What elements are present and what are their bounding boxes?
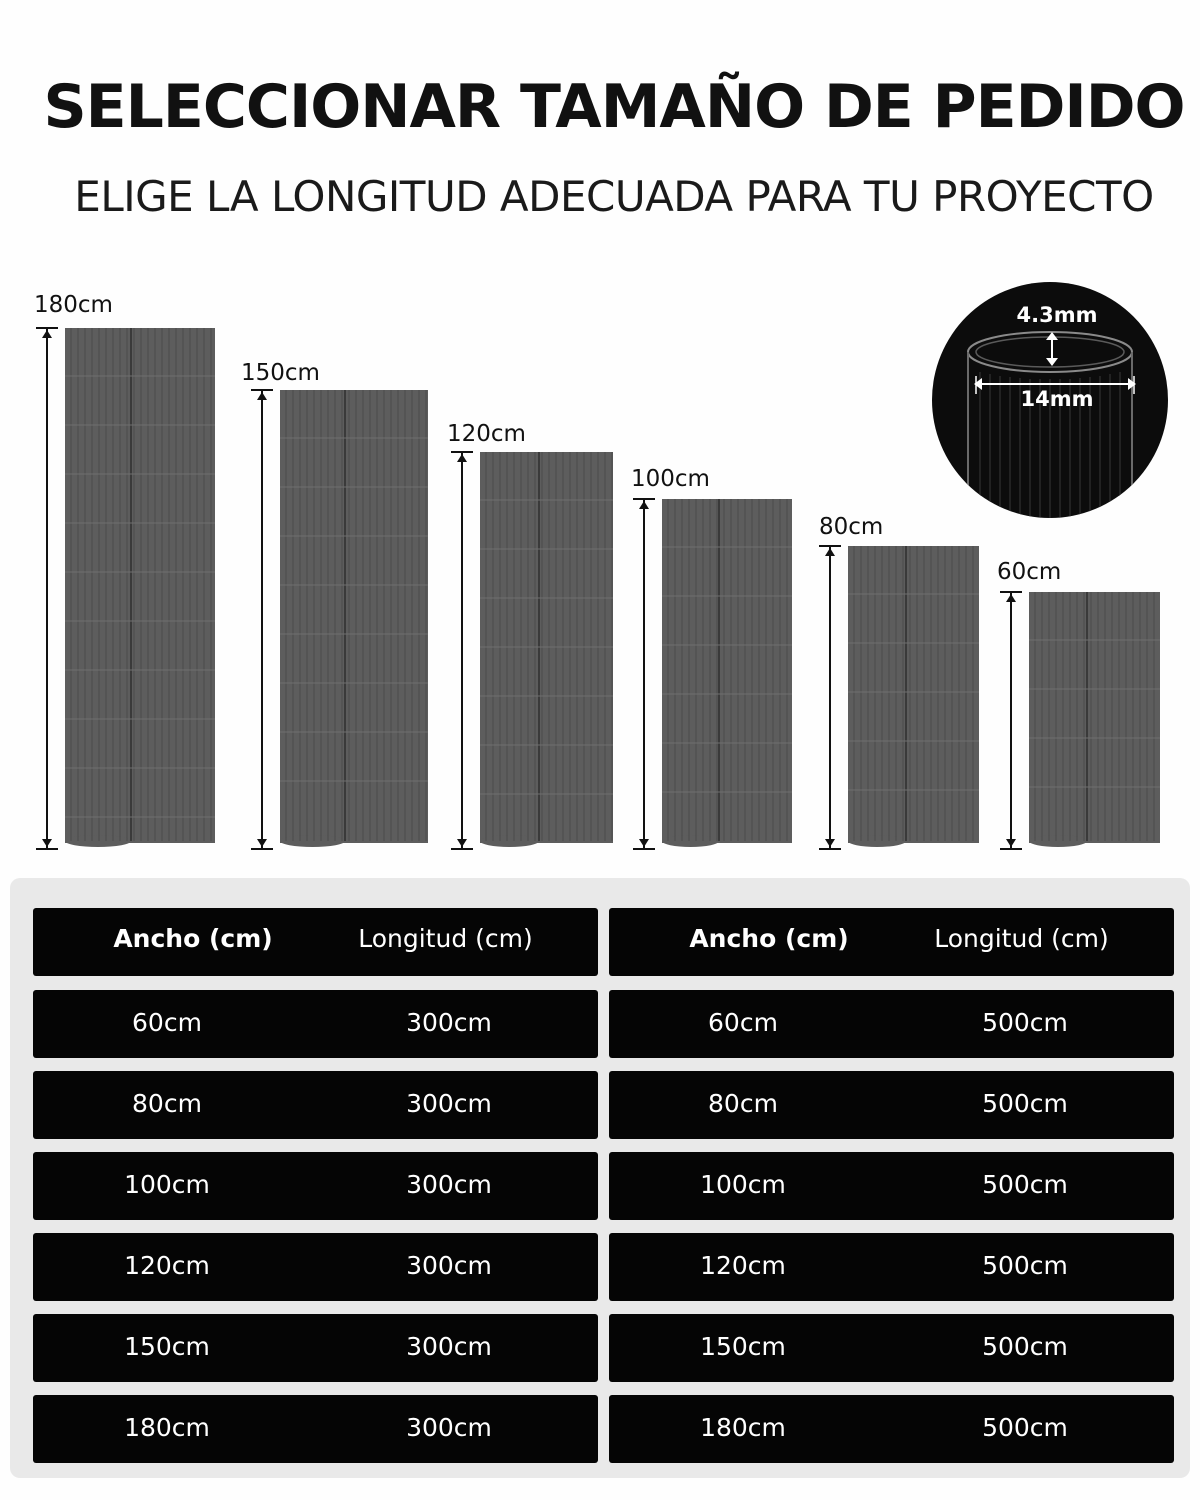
cell-length: 500cm [982,1332,1068,1361]
roll-label-120: 120cm [447,421,526,447]
roll-label-180: 180cm [34,292,113,318]
table-row [33,990,598,1058]
thickness-detail-circle [932,282,1168,518]
cell-width: 180cm [124,1413,210,1442]
table-row [609,1233,1174,1301]
cell-length: 500cm [982,1170,1068,1199]
table-row [609,1395,1174,1463]
header-width: Ancho (cm) [113,924,273,953]
page-subtitle: ELIGE LA LONGITUD ADECUADA PARA TU PROYECTO [74,172,1154,221]
width-label: 14mm [1020,387,1094,411]
cell-length: 300cm [406,1008,492,1037]
table-row [609,1152,1174,1220]
cell-length: 300cm [406,1332,492,1361]
roll-label-100: 100cm [631,466,710,492]
header-length: Longitud (cm) [934,924,1109,953]
header-length: Longitud (cm) [358,924,533,953]
page-title: SELECCIONAR TAMAÑO DE PEDIDO [43,72,1185,142]
cell-width: 180cm [700,1413,786,1442]
cell-width: 60cm [132,1008,202,1037]
cell-width: 80cm [132,1089,202,1118]
roll-180 [36,328,215,849]
roll-100 [633,499,792,849]
cell-width: 120cm [700,1251,786,1280]
cell-length: 300cm [406,1413,492,1442]
header-width: Ancho (cm) [689,924,849,953]
table-row [609,990,1174,1058]
roll-label-60: 60cm [997,559,1062,585]
table-row [33,1233,598,1301]
cell-length: 500cm [982,1413,1068,1442]
roll-150 [251,390,428,849]
cell-width: 150cm [124,1332,210,1361]
cell-width: 150cm [700,1332,786,1361]
cell-length: 500cm [982,1008,1068,1037]
cell-width: 100cm [700,1170,786,1199]
table-header-row [609,908,1174,976]
cell-length: 300cm [406,1170,492,1199]
table-row [609,1314,1174,1382]
cell-width: 120cm [124,1251,210,1280]
table-row [33,1152,598,1220]
roll-60 [1000,592,1160,849]
table-row [33,1071,598,1139]
cell-length: 500cm [982,1089,1068,1118]
cell-width: 100cm [124,1170,210,1199]
roll-120 [451,452,613,849]
cell-length: 500cm [982,1251,1068,1280]
cell-width: 60cm [708,1008,778,1037]
table-row [609,1071,1174,1139]
table-header-row [33,908,598,976]
thickness-label: 4.3mm [1016,303,1098,327]
roll-label-150: 150cm [241,360,320,386]
cell-length: 300cm [406,1089,492,1118]
cell-length: 300cm [406,1251,492,1280]
cell-width: 80cm [708,1089,778,1118]
roll-label-80: 80cm [819,514,884,540]
table-row [33,1314,598,1382]
roll-80 [819,546,979,849]
table-row [33,1395,598,1463]
